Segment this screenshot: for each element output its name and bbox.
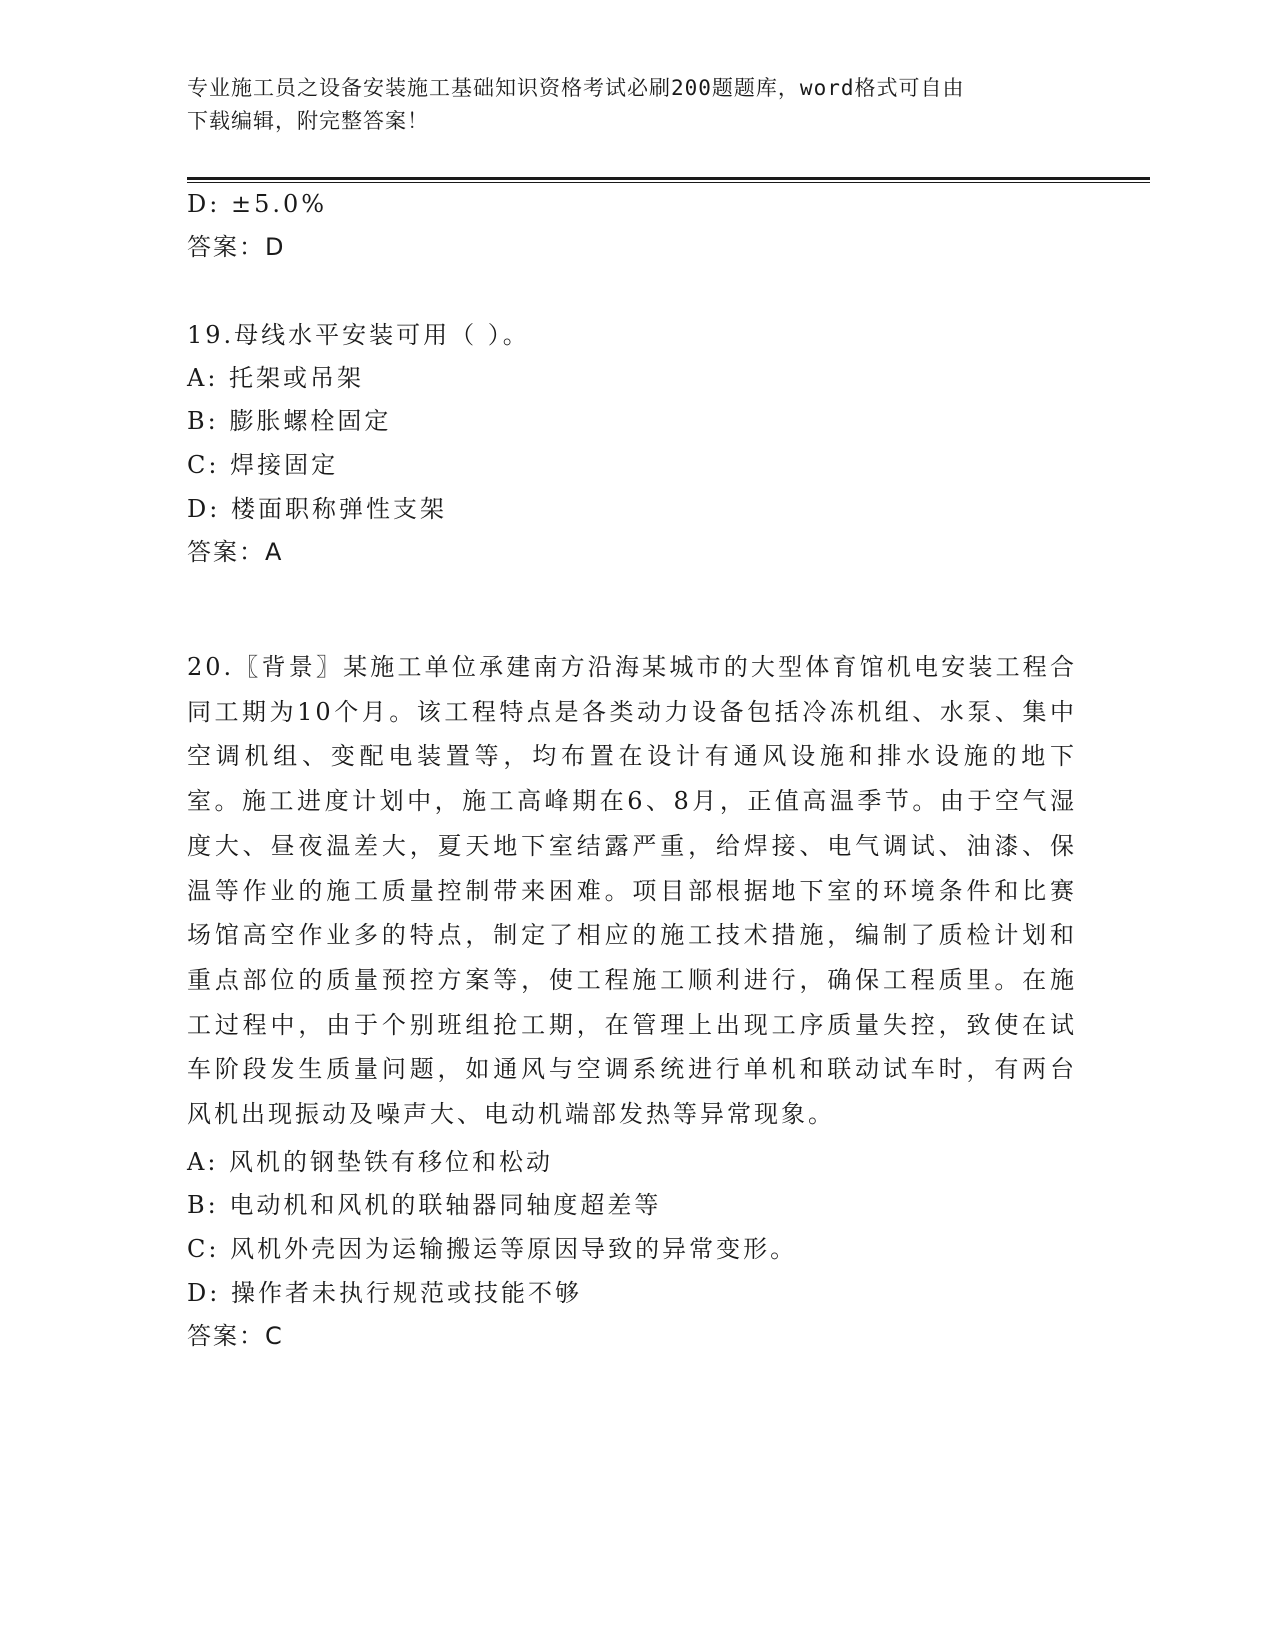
q20-option-b: B: 电动机和风机的联轴器同轴度超差等	[187, 1191, 662, 1219]
header-title-line-2: 下载编辑，附完整答案！	[187, 109, 429, 133]
q20-background-paragraph: 20.〖背景〗某施工单位承建南方沿海某城市的大型体育馆机电安装工程合同工期为10个月。该工程特点是各类动力设备包括冷冻机组、水泵、集中空调机组、变配电装置等，均布置在设计有通风设施和排水设施的地下室。施工进度计划中，施工高峰期在6、8月，正值高温季节。由于空气湿度大、昼夜温差大，夏天地下室结露严重，给焊接、电气调试、油漆、保温等作业的施工质量控制带来困难。项目部根据地下室的环境条件和比赛场馆高空作业多的特点，制定了相应的施工技术措施，编制了质检计划和重点部位的质量预控方案等，使工程施工顺利进行，确保工程质里。在施工过程中，由于个别班组抢工期，在管理上出现工序质量失控，致使在试车阶段发生质量问题，如通风与空调系统进行单机和联动试车时，有两台风机出现振动及噪声大、电动机端部发热等异常现象。	[187, 653, 1077, 1129]
q20-answer: 答案：C	[187, 1322, 284, 1350]
header-title-line-1: 专业施工员之设备安装施工基础知识资格考试必刷200题题库，word格式可自由	[187, 76, 965, 100]
q18-answer: 答案：D	[187, 233, 286, 261]
q20-option-d: D: 操作者未执行规范或技能不够	[187, 1279, 582, 1307]
q19-option-c: C: 焊接固定	[187, 451, 339, 479]
q19-option-d: D: 楼面职称弹性支架	[187, 495, 447, 523]
q20-option-a: A: 风机的钢垫铁有移位和松动	[187, 1148, 554, 1176]
header-divider	[187, 177, 1150, 183]
q20-option-c: C: 风机外壳因为运输搬运等原因导致的异常变形。	[187, 1235, 798, 1263]
q19-question: 19.母线水平安装可用（ ）。	[187, 321, 530, 349]
q19-option-b: B: 膨胀螺栓固定	[187, 407, 392, 435]
document-header	[187, 72, 1067, 138]
q18-option-d: D: ±5.0%	[187, 190, 328, 218]
q19-answer: 答案：A	[187, 538, 284, 566]
q19-option-a: A: 托架或吊架	[187, 364, 365, 392]
